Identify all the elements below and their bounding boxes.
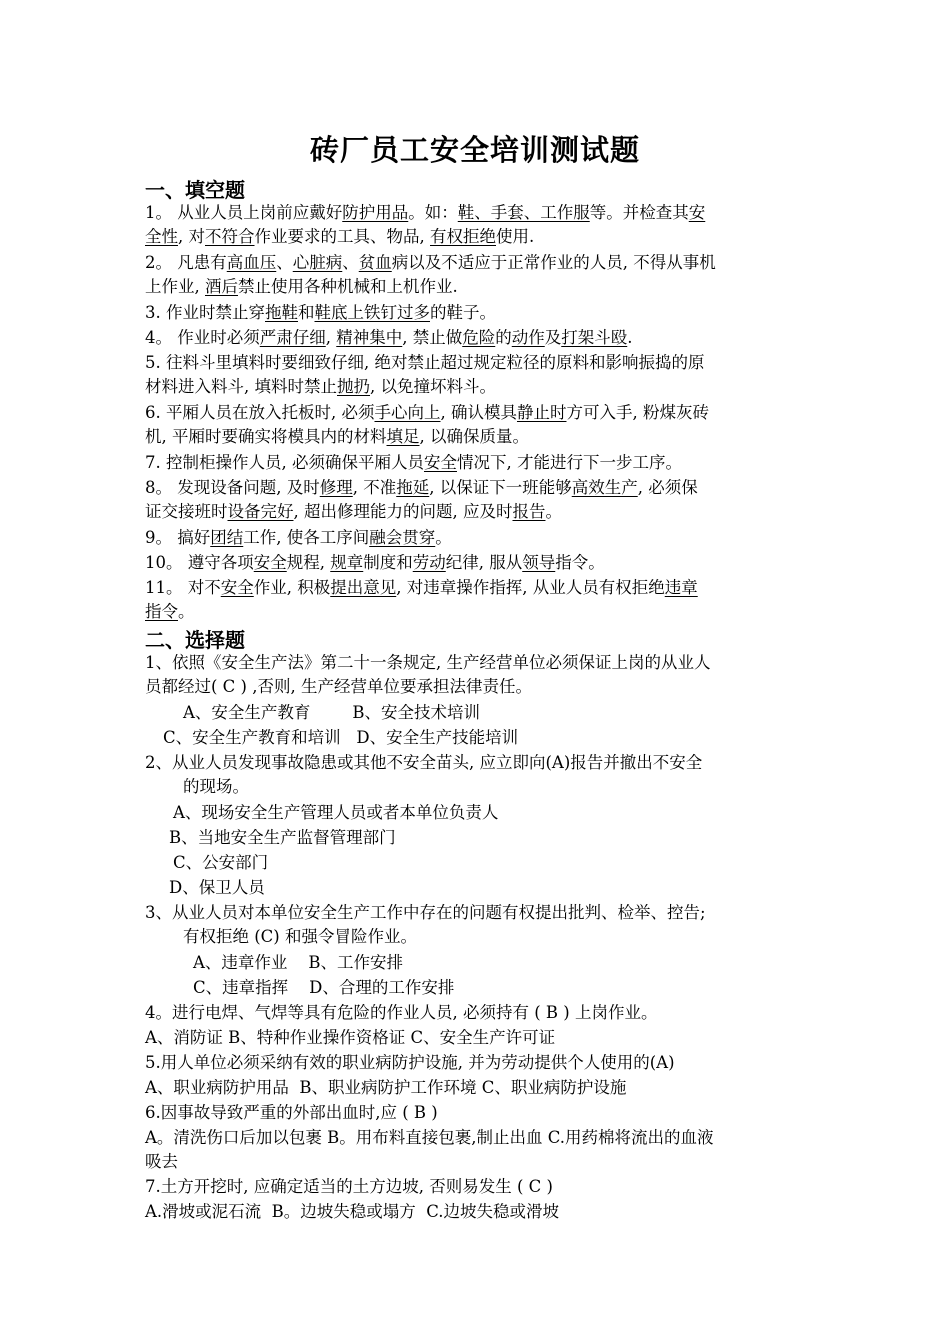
answer-blank: 安全	[423, 453, 457, 472]
answer-blank: 规章	[330, 553, 364, 572]
answer-blank: 报告	[512, 502, 546, 521]
text-line	[193, 977, 858, 999]
text-segment: 1。 从业人员上岗前应戴好	[145, 203, 343, 222]
text-segment: 10。 遵守各项	[145, 553, 254, 572]
text-line	[145, 501, 810, 523]
text-segment: 、	[342, 253, 359, 272]
text-segment: 的	[495, 328, 512, 347]
text-segment: 纪律, 服从	[445, 553, 523, 572]
answer-blank: 心脏病	[292, 253, 343, 272]
answer-blank: 指令	[145, 602, 178, 621]
text-segment: 7.土方开挖时, 应确定适当的土方边坡, 否则易发生 ( C )	[145, 1177, 553, 1196]
text-line	[145, 302, 810, 324]
text-segment: 病以及不适应于正常作业的人员, 不得从事机	[391, 253, 716, 272]
text-segment: 6. 平厢人员在放入托板时, 必须	[145, 403, 375, 422]
text-segment: D、保卫人员	[169, 878, 265, 897]
text-segment: , 以确保质量。	[419, 427, 529, 446]
text-segment: 9。 搞好	[145, 528, 211, 547]
answer-blank: 拖延	[396, 478, 430, 497]
section-heading-choice: 二、选择题	[145, 628, 245, 652]
text-line	[145, 202, 810, 224]
text-segment: B、当地安全生产监督管理部门	[169, 828, 396, 847]
text-line	[145, 426, 810, 448]
text-line	[169, 877, 834, 899]
answer-blank: 打架斗殴	[561, 328, 628, 347]
text-segment: , 禁止做	[402, 328, 463, 347]
text-line	[173, 852, 838, 874]
text-segment: 作业, 积极	[253, 578, 331, 597]
text-line	[163, 727, 828, 749]
text-segment: 7. 控制柜操作人员, 必须确保平厢人员	[145, 453, 424, 472]
text-line	[145, 1052, 810, 1074]
answer-blank: 融会贯穿	[369, 528, 436, 547]
text-line	[173, 802, 838, 824]
text-segment: 上作业,	[145, 277, 205, 296]
text-line	[145, 577, 810, 599]
text-segment: , 对	[178, 227, 205, 246]
answer-blank: 安全	[220, 578, 254, 597]
text-segment: 和	[298, 303, 315, 322]
text-segment: 情况下, 才能进行下一步工序。	[456, 453, 682, 472]
answer-blank: 静止时	[516, 403, 567, 422]
text-line	[145, 601, 810, 623]
text-segment: 5.用人单位必须采纳有效的职业病防护设施, 并为劳动提供个人使用的(A)	[145, 1053, 675, 1072]
answer-blank: 动作	[511, 328, 545, 347]
text-segment: 2、从业人员发现事故隐患或其他不安全苗头, 应立即向(A)报告并撤出不安全	[145, 753, 703, 772]
text-line	[145, 1102, 810, 1124]
text-segment: A。清洗伤口后加以包裹 B。用布料直接包裹,制止出血 C.用药棉将流出的血液	[145, 1128, 714, 1147]
text-segment: , 必须保	[637, 478, 698, 497]
text-segment: 指令。	[555, 553, 605, 572]
text-segment: 禁止使用各种机械和上机作业.	[238, 277, 458, 296]
answer-blank: 不符合	[205, 227, 255, 246]
answer-blank: 拖鞋	[265, 303, 298, 322]
text-segment: 。如：	[408, 203, 458, 222]
text-line	[145, 452, 810, 474]
answer-blank: 填足	[386, 427, 420, 446]
text-segment: , 以免撞坏料斗。	[370, 377, 496, 396]
text-segment: 3. 作业时禁止穿	[145, 303, 265, 322]
text-segment: , 超出修理能力的问题, 应及时	[293, 502, 513, 521]
answer-blank: 有权拒绝	[430, 227, 496, 246]
section-heading-fill-in: 一、填空题	[145, 178, 245, 202]
text-segment: A、职业病防护用品 B、职业病防护工作环境 C、职业病防护设施	[145, 1078, 627, 1097]
text-line	[183, 702, 848, 724]
text-segment: , 以保证下一班能够	[429, 478, 572, 497]
answer-blank: 抛扔	[337, 377, 370, 396]
answer-blank: 贫血	[358, 253, 392, 272]
text-segment: , 确认模具	[440, 403, 517, 422]
text-line	[145, 352, 810, 374]
text-segment: 。	[435, 528, 452, 547]
answer-blank: 修理	[319, 478, 353, 497]
text-line	[169, 827, 834, 849]
answer-blank: 手心向上	[374, 403, 441, 422]
text-segment: 、	[276, 253, 293, 272]
text-line	[145, 652, 810, 674]
text-segment: C、违章指挥 D、合理的工作安排	[193, 978, 455, 997]
text-segment: 及	[544, 328, 562, 347]
text-line	[183, 776, 848, 798]
text-segment: 制度和	[363, 553, 413, 572]
text-line	[145, 527, 810, 549]
answer-blank: 劳动	[412, 553, 446, 572]
text-segment: 6.因事故导致严重的外部出血时,应 ( B )	[145, 1103, 438, 1122]
answer-blank: 领导	[522, 553, 556, 572]
text-segment: 规程,	[286, 553, 331, 572]
text-line	[145, 902, 810, 924]
text-segment: 1、依照《安全生产法》第二十一条规定, 生产经营单位必须保证上岗的从业人	[145, 653, 711, 672]
text-segment: 5. 往料斗里填料时要细致仔细, 绝对禁止超过规定粒径的原料和影响振捣的原	[145, 353, 705, 372]
text-segment: 。	[178, 602, 195, 621]
text-segment: , 对违章操作指挥, 从业人员有权拒绝	[396, 578, 665, 597]
answer-blank: 设备完好	[227, 502, 294, 521]
answer-blank: 危险	[462, 328, 496, 347]
text-line	[145, 252, 810, 274]
text-segment: 4。 作业时必须	[145, 328, 260, 347]
text-line	[145, 1002, 810, 1024]
text-segment: 4。进行电焊、气焊等具有危险的作业人员, 必须持有 ( B ) 上岗作业。	[145, 1003, 658, 1022]
text-line	[183, 926, 848, 948]
answer-blank: 鞋、手套、工作服	[457, 203, 590, 222]
text-segment: 使用.	[496, 227, 535, 246]
text-segment: 3、从业人员对本单位安全生产工作中存在的问题有权提出批判、检举、控告;	[145, 903, 706, 922]
text-segment: .	[627, 328, 633, 347]
text-segment: 11。 对不	[145, 578, 221, 597]
text-segment: 员都经过( C ) ,否则, 生产经营单位要承担法律责任。	[145, 677, 532, 696]
text-segment: 吸去	[145, 1152, 178, 1171]
answer-blank: 防护用品	[342, 203, 409, 222]
text-segment: 工作, 使各工序间	[243, 528, 370, 547]
text-line	[145, 676, 810, 698]
text-line	[145, 1027, 810, 1049]
text-segment: , 不准	[352, 478, 397, 497]
text-line	[145, 1176, 810, 1198]
text-segment: A.滑坡或泥石流 B。边坡失稳或塌方 C.边坡失稳或滑坡	[145, 1202, 560, 1221]
text-segment: C、安全生产教育和培训 D、安全生产技能培训	[163, 728, 519, 747]
answer-blank: 团结	[210, 528, 244, 547]
answer-blank: 鞋底上铁钉过多	[314, 303, 430, 322]
text-segment: 的现场。	[183, 777, 249, 796]
answer-blank: 酒后	[205, 277, 238, 296]
text-line	[145, 376, 810, 398]
answer-blank: 全性	[145, 227, 178, 246]
text-segment: A、安全生产教育 B、安全技术培训	[183, 703, 480, 722]
answer-blank: 安全	[253, 553, 287, 572]
answer-blank: 提出意见	[330, 578, 397, 597]
text-line	[145, 752, 810, 774]
answer-blank: 高效生产	[571, 478, 638, 497]
text-line	[193, 952, 858, 974]
text-segment: 方可入手, 粉煤灰砖	[566, 403, 709, 422]
text-segment: C、公安部门	[173, 853, 269, 872]
text-segment: 有权拒绝 (C) 和强令冒险作业。	[183, 927, 417, 946]
text-segment: 。	[545, 502, 562, 521]
text-segment: 2。 凡患有	[145, 253, 227, 272]
text-line	[145, 552, 810, 574]
text-segment: A、违章作业 B、工作安排	[193, 953, 404, 972]
text-segment: ,	[325, 328, 337, 347]
answer-blank: 违章	[664, 578, 698, 597]
answer-blank: 精神集中	[336, 328, 403, 347]
text-segment: A、消防证 B、特种作业操作资格证 C、安全生产许可证	[145, 1028, 556, 1047]
page-title: 砖厂员工安全培训测试题	[309, 133, 640, 167]
text-segment: 的鞋子。	[430, 303, 496, 322]
answer-blank: 安	[688, 203, 706, 222]
text-segment: 8。 发现设备问题, 及时	[145, 478, 320, 497]
text-line	[145, 276, 810, 298]
text-line	[145, 1127, 810, 1149]
answer-blank: 严肃仔细	[259, 328, 326, 347]
text-segment: 机, 平厢时要确实将模具内的材料	[145, 427, 387, 446]
text-segment: 等。并检查其	[589, 203, 689, 222]
text-segment: A、现场安全生产管理人员或者本单位负责人	[173, 803, 499, 822]
text-segment: 材料进入料斗, 填料时禁止	[145, 377, 337, 396]
text-line	[145, 1151, 810, 1173]
text-segment: 证交接班时	[145, 502, 228, 521]
text-line	[145, 1201, 810, 1223]
text-segment: 作业要求的工具、物品,	[254, 227, 430, 246]
answer-blank: 高血压	[226, 253, 277, 272]
text-line	[145, 477, 810, 499]
text-line	[145, 402, 810, 424]
text-line	[145, 1077, 810, 1099]
text-line	[145, 327, 810, 349]
text-line	[145, 226, 810, 248]
